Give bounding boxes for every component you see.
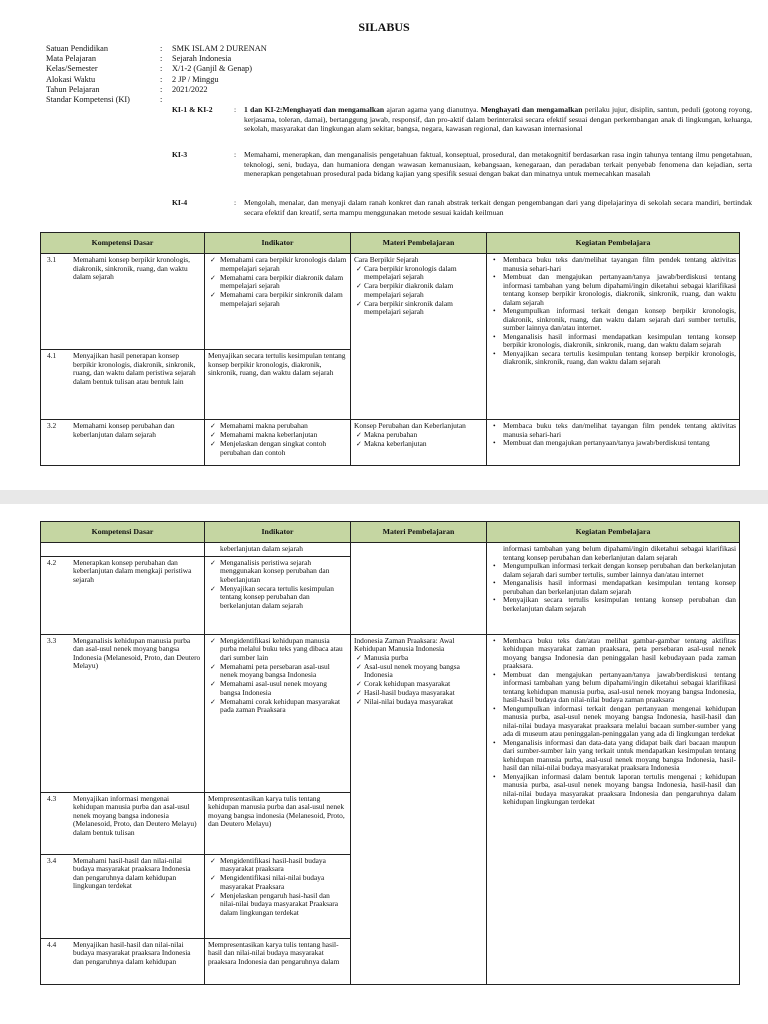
indikator-cell: Menyajikan secara tertulis kesimpulan tentang konsep berpikir kronologis, diakronik, sinkronik, ruang, dan waktu dalam sejarah [205,350,351,420]
table-row [41,254,740,350]
info-label: Tahun Pelajaran [46,84,100,94]
info-row [46,85,267,95]
list-item: ✓ Cara berpikir sinkronik dalam mempelajari sejarah [354,300,483,317]
info-row [46,95,267,105]
kd-text: Menerapkan konsep perubahan dan keberlanjutan dalam mengkaji peristiwa sejarah [73,557,192,584]
header-indikator: Indikator [205,522,351,543]
list-item: ✓ Memahami corak kehidupan masyarakat pada zaman Praaksara [208,698,347,715]
list-item: ✓ Memahami asal-usul nenek moyang bangsa Indonesia [208,680,347,697]
header-indikator: Indikator [205,233,351,254]
ki-3 [172,150,752,179]
page-title: SILABUS [358,20,410,34]
info-label: Mata Pelajaran [46,54,96,64]
list-item: ✓ Mengidentifikasi kehidupan manusia purba melalui buku teks yang dibaca atau dari sumber lain [208,637,347,663]
list-item: • Menyajikan secara tertulis kesimpulan tentang konsep berpikir kronologis, diakronik, sinkronik, ruang, dan waktu dalam sejarah [490,350,736,367]
ki-text: Mengolah, menalar, dan menyaji dalam ranah konkret dan ranah abstrak terkait dengan pengembangan dari yang dipelajarinya di sekolah secara mandiri, bertindak secara efektif dan kreatif, serta mampu menggunakan metode sesuai kaidah keilmuan [244,198,752,217]
list-item: ✓ Memahami cara berpikir sinkronik dalam mempelajari sejarah [208,291,347,308]
page-2 [0,504,768,1024]
list-item: ✓ Memahami makna keberlanjutan [208,431,347,440]
list-item: • Menganalisis hasil informasi mendapatkan kesimpulan tentang konsep berpikir kronologis, diakronik, sinkronik, ruang, dan waktu dalam sejarah [490,333,736,350]
indikator-cell [205,254,351,350]
list-item: ✓ Memahami cara berpikir diakronik dalam mempelajari sejarah [208,274,347,291]
indikator-cell: keberlanjutan dalam sejarah [205,543,351,557]
list-item: • Membaca buku teks dan/melihat tayangan film pendek tentang aktivitas manusia sehari-hari [490,422,736,439]
list-item: ✓ Memahami makna perubahan [208,422,347,431]
list-item: ✓ Nilai-nilai budaya masyarakat [354,698,483,707]
info-colon: : [160,54,163,64]
ki-colon: : [234,150,237,159]
kegiatan-continued: informasi tambahan yang belum dipahami/ingin diketahui sebagai klarifikasi tentang konsep perubahan dan keberlanjutan dalam sejarah [503,544,736,562]
list-item: • Menyajikan informasi dalam bentuk laporan tertulis mengenai ; kehidupan manusia purba, asal-usul nenek moyang bangsa Indonesia, hasil-hasil dan nilai-nilai budaya masyarakat praaksara Indonesia dan pengaruhnya dalam kehidupan lingkungan terdekat [490,773,736,807]
ki-text [244,105,752,134]
list-item: ✓ Menyajikan secara tertulis kesimpulan tentang konsep perubahan dan berkelanjutan dalam sejarah [208,585,347,611]
list-item: • Mengumpulkan informasi terkait dengan pertanyaan mengenai kehidupan manusia purba, asal-usul nenek moyang bangsa Indonesia, hasil-hasil dan nilai-nilai budaya masyarakat praaksara melalui bacaan sumber-sumber yang ada di museum atau peninggalan-peninggalan yang ada di lingkungan terdekat [490,705,736,739]
kd-text: Memahami hasil-hasil dan nilai-nilai budaya masyarakat praaksara Indonesia dan pengaruhnya dalam kehidupan lingkungan terdekat [73,855,191,890]
kd-number: 3.4 [47,855,57,865]
list-item: ✓ Cara berpikir diakronik dalam mempelajari sejarah [354,282,483,299]
header-kegiatan: Kegiatan Pembelajara [487,522,740,543]
info-label: Kelas/Semester [46,64,98,74]
table-header-row [41,233,740,254]
page-1 [0,0,768,490]
indikator-cell [205,556,351,634]
list-item: ✓ Menjelaskan dengan singkat contoh perubahan dan contoh [208,440,347,457]
kegiatan-cell [487,634,740,984]
kegiatan-cell [487,254,740,420]
kd-number: 4.4 [47,939,57,949]
kd-number: 4.3 [47,793,57,803]
info-value: X/1-2 (Ganjil & Genap) [172,64,252,74]
info-row [46,64,267,74]
list-item: ✓ Manusia purba [354,654,483,663]
list-item: ✓ Mengidentifikasi nilai-nilai budaya masyarakat Praaksara [208,874,347,891]
header-kompetensi-dasar: Kompetensi Dasar [41,233,205,254]
info-value: 2021/2022 [172,84,208,94]
kegiatan-cell [487,543,740,635]
info-value: 2 JP / Minggu [172,74,219,84]
materi-title: Cara Berpikir Sejarah [354,255,419,264]
list-item: ✓ Memahami peta persebaran asal-usul nenek moyang bangsa Indonesia [208,663,347,680]
kd-text: Menyajikan informasi mengenai kehidupan manusia purba dan asal-usul nenek moyang bangsa indonesia (Melanesoid, Proto, dan Deutero Melayu) dalam bentuk tulisan [73,793,197,837]
info-value: Sejarah Indonesia [172,54,232,64]
list-item: ✓ Makna keberlanjutan [354,440,483,449]
kd-cell [41,420,205,466]
kd-cell [41,350,205,420]
kd-text: Menyajikan hasil penerapan konsep berpikir kronologis, diakronik, sinkronik, ruang, dan waktu dalam peristiwa sejarah dalam bentuk tulisan atau bentuk lain [73,351,196,386]
kd-cell [41,254,205,350]
list-item: ✓ Menganalisis peristiwa sejarah menggunakan konsep perubahan dan keberlanjutan [208,559,347,585]
list-item: • Membuat dan mengajukan pertanyaan/tanya jawab/berdiskusi tentang informasi tambahan yang belum dipahami/ingin diketahui sebagai klarifikasi tentang konsep berpikir kronologis, diakronik, sinkronik, ruang, dan waktu dalam sejarah [490,273,736,307]
kd-number: 3.3 [47,635,57,645]
kd-cell [41,556,205,634]
list-item: ✓ Hasil-hasil budaya masyarakat [354,689,483,698]
ki-colon: : [234,105,237,114]
header-materi: Materi Pembelajaran [351,233,487,254]
indikator-cell [205,634,351,792]
info-colon: : [160,74,163,84]
indikator-cell: Mempresentasikan karya tulis tentang kehidupan manusia purba dan asal-usul nenek moyang bangsa indonesia (Melanesoid, Proto, dan Deutero Melayu) [205,792,351,854]
kd-number: 4.2 [47,557,57,567]
list-item: • Membaca buku teks dan/melihat tayangan film pendek tentang aktivitas manusia sehari-hari [490,256,736,273]
list-item: • Mengumpulkan informasi terkait dengan konsep perubahan dan berkelanjutan dalam sejarah dari sumber tertulis, sumber lainnya dan/atau internet [490,562,736,579]
list-item: ✓ Menjelaskan pengaruh hasi-hasil dan nilai-nilai budaya masyarakat Praaksara dalam lingkungan terdekat [208,892,347,918]
ki-text-part: ajaran agama yang dianutnya. [384,105,481,114]
kd-text: Memahami konsep berpikir kronologis, diakronik, sinkronik, ruang, dan waktu dalam sejarah [73,255,190,281]
info-value: SMK ISLAM 2 DURENAN [172,44,267,53]
silabus-table-2 [40,521,740,985]
list-item: ✓ Mengidentifikasi hasil-hasil budaya masyarakat praaksara [208,857,347,874]
ki-text-part: perilaku jujur, disiplin, santun, peduli (gotong royong, kerjasama, toleran, damai), bertanggung jawab, responsif, dan pro-aktif dalam berinteraksi secara efektif sesuai dengan perkembangan anak di lingkungan, keluarga, sekolah, masyarakat dan lingkungan alam sekitar, bangsa, negara, kawasan regional, dan kawasan internasional [244,105,752,134]
materi-title: Indonesia Zaman Praaksara: Awal Kehidupan Manusia Indonesia [354,635,455,653]
info-row [46,44,267,54]
list-item: ✓ Asal-usul nenek moyang bangsa Indonesia [354,663,483,680]
ki-bold: 1 dan KI-2:Menghayati dan mengamalkan [244,105,385,114]
info-colon: : [160,64,163,74]
ki-bold: Menghayati dan mengamalkan [480,105,583,114]
list-item: • Menganalisis informasi dan data-data yang didapat baik dari bacaan maupun dari sumber-sumber lain yang terkait untuk mendapatkan kesimpulan tentang kehidupan manusia purba, asal-usul nenek moyang bangsa Indonesia, hasil-hasil dan nilai-nilai budaya masyarakat praaksara Indonesia [490,739,736,773]
indikator-cell [205,854,351,938]
table-row [41,420,740,466]
kd-text: Menganalisis kehidupan manusia purba dan asal-usul nenek moyang bangsa Indonesia (Melanesoid, Proto, dan Deutero Melayu) [73,635,201,670]
list-item: ✓ Makna perubahan [354,431,483,440]
table-row [41,543,740,557]
info-block [46,44,267,105]
materi-cell [351,543,487,635]
info-row [46,54,267,64]
header-kompetensi-dasar: Kompetensi Dasar [41,522,205,543]
list-item: ✓ Cara berpikir kronologis dalam mempelajari sejarah [354,265,483,282]
header-materi: Materi Pembelajaran [351,522,487,543]
info-label: Standar Kompetensi (KI) [46,95,130,105]
ki-4 [172,198,752,217]
table-header-row [41,522,740,543]
info-colon: : [160,84,163,94]
list-item: ✓ Corak kehidupan masyarakat [354,680,483,689]
kd-number: 3.2 [47,421,57,430]
ki-label: KI-1 & KI-2 [172,105,213,114]
list-item: • Mengumpulkan informasi terkait dengan konsep berpikir kronologis, diakronik, sinkronik, ruang, dan waktu dalam sejarah dari sumber tertulis, sumber lainnya dan/atau internet. [490,307,736,333]
materi-cell [351,420,487,466]
table-row [41,634,740,792]
ki-text: Memahami, menerapkan, dan menganalisis pengetahuan faktual, konseptual, prosedural, dan metakognitif berdasarkan rasa ingin tahunya tentang ilmu pengetahuan, teknologi, seni, budaya, dan humaniora dengan wawasan kemanusiaan, kebangsaan, kenegaraan, dan peradaban terkait penyebab fenomena dan kejadian, serta menerapkan pengetahuan prosedural pada bidang kajian yang spesifik sesuai dengan bakat dan minatnya untuk memecahkan masalah [244,150,752,179]
list-item: • Menganalisis hasil informasi mendapatkan kesimpulan tentang konsep perubahan dan berkelanjutan dalam sejarah [490,579,736,596]
info-label: Satuan Pendidikan [46,44,108,53]
kd-cell [41,634,205,792]
indikator-cell [205,420,351,466]
list-item: ✓ Memahami cara berpikir kronologis dalam mempelajari sejarah [208,256,347,273]
header-kegiatan: Kegiatan Pembelajara [487,233,740,254]
list-item: • Menyajikan secara tertulis kesimpulan tentang konsep perubahan dan berkelanjutan dalam sejarah [490,596,736,613]
info-row [46,75,267,85]
info-colon: : [160,95,163,105]
info-colon: : [160,44,163,53]
materi-cell [351,634,487,984]
ki-label: KI-4 [172,198,188,207]
list-item: • Membuat dan mengajukan pertanyaan/tanya jawab/berdiskusi tentang [490,439,736,448]
kegiatan-cell [487,420,740,466]
list-item: • Membuat dan mengajukan pertanyaan/tanya jawab/berdiskusi tentang informasi tambahan yang belum dipahami/ingin diketahui sebagai klarifikasi tentang kehidupan manusia purba, asal-usul nenek moyang bangsa Indonesia, hasil-hasil budaya dan nilai-nilai budaya zaman praaksara [490,671,736,705]
ki-label: KI-3 [172,150,188,159]
kd-cell [41,854,205,938]
ki-1-2 [172,105,752,134]
indikator-cell: Mempresentasikan karya tulis tentang hasil-hasil dan nilai-nilai budaya masyarakat praaksara Indonesia dan pengaruhnya dalam [205,938,351,984]
kd-text: Menyajikan hasil-hasil dan nilai-nilai budaya masyarakat praaksara Indonesia dan pengaruhnya dalam kehidupan [73,939,191,966]
kd-cell [41,792,205,854]
materi-title: Konsep Perubahan dan Keberlanjutan [354,421,466,430]
materi-cell [351,254,487,420]
kd-text: Memahami konsep perubahan dan keberlanjutan dalam sejarah [73,421,175,439]
silabus-table-1 [40,232,740,466]
list-item: • Membaca buku teks dan/atau melihat gambar-gambar tentang aktifitas kehidupan masyarakat zaman praaksara, peta persebaran asal-usul nenek moyang bangsa Indonesia dan peninggalan hasil kebudayaan pada zaman praaksara. [490,637,736,671]
ki-colon: : [234,198,237,207]
kd-cell [41,938,205,984]
kd-number: 3.1 [47,255,57,264]
kd-number: 4.1 [47,351,57,360]
info-label: Alokasi Waktu [46,74,96,84]
kd-cell [41,543,205,557]
